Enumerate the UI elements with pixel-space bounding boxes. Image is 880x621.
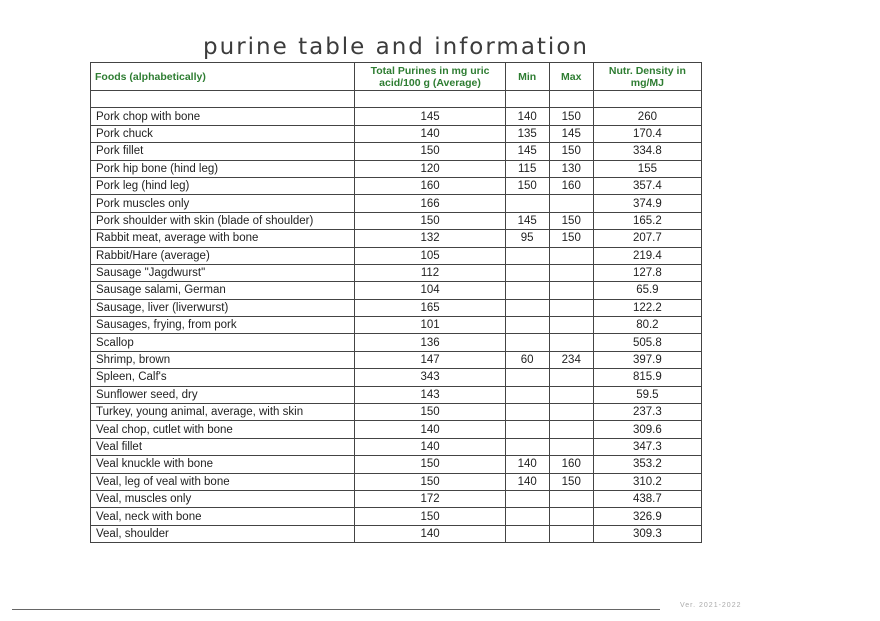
table-row: [91, 247, 702, 264]
cell-max: 145: [549, 125, 593, 142]
cell-food: Shrimp, brown: [91, 351, 355, 368]
cell-food: Veal, shoulder: [91, 525, 355, 542]
table-row: [91, 386, 702, 403]
cell-max: [549, 386, 593, 403]
table-row: [91, 490, 702, 507]
cell-total-purines: 166: [355, 195, 505, 212]
cell-total-purines: 172: [355, 490, 505, 507]
cell-max: [549, 299, 593, 316]
cell-min: [505, 282, 549, 299]
cell-min: 95: [505, 230, 549, 247]
cell-min: [505, 195, 549, 212]
table-row: [91, 264, 702, 281]
cell-min: [505, 299, 549, 316]
cell-max: [549, 490, 593, 507]
cell-nutr-density: 357.4: [593, 177, 701, 194]
cell-total-purines: 150: [355, 508, 505, 525]
table-row: [91, 317, 702, 334]
header-foods: Foods (alphabetically): [91, 63, 355, 91]
table-row: [91, 421, 702, 438]
header-nutr-density: Nutr. Density in mg/MJ: [593, 63, 701, 91]
cell-total-purines: 150: [355, 143, 505, 160]
cell-total-purines: 140: [355, 125, 505, 142]
cell-total-purines: 343: [355, 369, 505, 386]
cell-total-purines: 132: [355, 230, 505, 247]
cell-food: Spleen, Calf's: [91, 369, 355, 386]
cell-total-purines: 120: [355, 160, 505, 177]
cell-food: Turkey, young animal, average, with skin: [91, 404, 355, 421]
cell-min: 140: [505, 108, 549, 125]
empty-cell: [505, 91, 549, 108]
cell-max: [549, 438, 593, 455]
table-row: [91, 404, 702, 421]
cell-total-purines: 147: [355, 351, 505, 368]
cell-nutr-density: 59.5: [593, 386, 701, 403]
cell-min: [505, 421, 549, 438]
header-min: Min: [505, 63, 549, 91]
cell-max: [549, 247, 593, 264]
cell-nutr-density: 127.8: [593, 264, 701, 281]
cell-food: Pork leg (hind leg): [91, 177, 355, 194]
cell-nutr-density: 310.2: [593, 473, 701, 490]
cell-min: [505, 264, 549, 281]
table-row: [91, 108, 702, 125]
cell-max: [549, 508, 593, 525]
cell-max: 160: [549, 177, 593, 194]
cell-total-purines: 150: [355, 456, 505, 473]
cell-nutr-density: 309.3: [593, 525, 701, 542]
empty-cell: [549, 91, 593, 108]
cell-food: Sausages, frying, from pork: [91, 317, 355, 334]
page-title: purine table and information: [203, 34, 589, 60]
cell-min: [505, 334, 549, 351]
cell-total-purines: 150: [355, 404, 505, 421]
table-row: [91, 230, 702, 247]
cell-nutr-density: 219.4: [593, 247, 701, 264]
table-row: [91, 299, 702, 316]
cell-min: [505, 317, 549, 334]
cell-min: 150: [505, 177, 549, 194]
cell-nutr-density: 260: [593, 108, 701, 125]
table-empty-row: [91, 91, 702, 108]
table-row: [91, 177, 702, 194]
cell-max: 150: [549, 108, 593, 125]
empty-cell: [593, 91, 701, 108]
cell-max: 150: [549, 230, 593, 247]
empty-cell: [355, 91, 505, 108]
cell-total-purines: 143: [355, 386, 505, 403]
cell-nutr-density: 155: [593, 160, 701, 177]
cell-min: [505, 247, 549, 264]
cell-food: Sausage salami, German: [91, 282, 355, 299]
cell-min: [505, 438, 549, 455]
cell-nutr-density: 347.3: [593, 438, 701, 455]
table-header-row: [91, 63, 702, 91]
table-row: [91, 160, 702, 177]
table-row: [91, 369, 702, 386]
cell-nutr-density: 397.9: [593, 351, 701, 368]
cell-max: 160: [549, 456, 593, 473]
cell-food: Rabbit meat, average with bone: [91, 230, 355, 247]
cell-nutr-density: 438.7: [593, 490, 701, 507]
cell-total-purines: 140: [355, 438, 505, 455]
cell-max: [549, 195, 593, 212]
cell-max: [549, 369, 593, 386]
cell-total-purines: 150: [355, 473, 505, 490]
cell-min: [505, 386, 549, 403]
cell-food: Rabbit/Hare (average): [91, 247, 355, 264]
cell-total-purines: 165: [355, 299, 505, 316]
cell-nutr-density: 326.9: [593, 508, 701, 525]
cell-food: Sausage "Jagdwurst": [91, 264, 355, 281]
cell-max: [549, 404, 593, 421]
table-row: [91, 438, 702, 455]
table-row: [91, 525, 702, 542]
cell-nutr-density: 165.2: [593, 212, 701, 229]
cell-nutr-density: 374.9: [593, 195, 701, 212]
header-total-purines: Total Purines in mg uric acid/100 g (Average): [355, 63, 505, 91]
cell-min: [505, 490, 549, 507]
cell-min: [505, 369, 549, 386]
cell-food: Scallop: [91, 334, 355, 351]
cell-food: Pork fillet: [91, 143, 355, 160]
footer-divider: [12, 609, 660, 610]
cell-min: [505, 508, 549, 525]
cell-max: [549, 264, 593, 281]
cell-max: [549, 317, 593, 334]
cell-max: 234: [549, 351, 593, 368]
cell-food: Sausage, liver (liverwurst): [91, 299, 355, 316]
cell-min: 60: [505, 351, 549, 368]
table-row: [91, 125, 702, 142]
cell-nutr-density: 80.2: [593, 317, 701, 334]
cell-max: 150: [549, 473, 593, 490]
cell-food: Pork muscles only: [91, 195, 355, 212]
cell-food: Veal, leg of veal with bone: [91, 473, 355, 490]
cell-nutr-density: 65.9: [593, 282, 701, 299]
footer-version: Ver. 2021-2022: [680, 602, 742, 609]
cell-max: 130: [549, 160, 593, 177]
cell-nutr-density: 815.9: [593, 369, 701, 386]
cell-nutr-density: 334.8: [593, 143, 701, 160]
cell-food: Pork chop with bone: [91, 108, 355, 125]
cell-nutr-density: 353.2: [593, 456, 701, 473]
cell-max: 150: [549, 143, 593, 160]
cell-total-purines: 112: [355, 264, 505, 281]
cell-total-purines: 140: [355, 421, 505, 438]
cell-food: Veal, muscles only: [91, 490, 355, 507]
cell-nutr-density: 207.7: [593, 230, 701, 247]
cell-min: [505, 404, 549, 421]
table-body: [91, 91, 702, 543]
cell-nutr-density: 309.6: [593, 421, 701, 438]
cell-max: 150: [549, 212, 593, 229]
cell-food: Veal, neck with bone: [91, 508, 355, 525]
cell-min: 145: [505, 143, 549, 160]
cell-min: 140: [505, 473, 549, 490]
cell-min: 145: [505, 212, 549, 229]
cell-max: [549, 334, 593, 351]
table-row: [91, 351, 702, 368]
cell-food: Pork shoulder with skin (blade of shoulder): [91, 212, 355, 229]
cell-total-purines: 160: [355, 177, 505, 194]
purine-table: [90, 62, 702, 543]
cell-min: 115: [505, 160, 549, 177]
cell-max: [549, 421, 593, 438]
cell-nutr-density: 170.4: [593, 125, 701, 142]
cell-food: Sunflower seed, dry: [91, 386, 355, 403]
table-row: [91, 334, 702, 351]
table-row: [91, 282, 702, 299]
table-row: [91, 473, 702, 490]
empty-cell: [91, 91, 355, 108]
cell-total-purines: 145: [355, 108, 505, 125]
cell-max: [549, 525, 593, 542]
table-row: [91, 143, 702, 160]
cell-total-purines: 136: [355, 334, 505, 351]
table-row: [91, 195, 702, 212]
cell-food: Veal fillet: [91, 438, 355, 455]
cell-total-purines: 101: [355, 317, 505, 334]
header-max: Max: [549, 63, 593, 91]
cell-total-purines: 105: [355, 247, 505, 264]
table-row: [91, 212, 702, 229]
cell-food: Veal knuckle with bone: [91, 456, 355, 473]
cell-food: Pork chuck: [91, 125, 355, 142]
table-row: [91, 456, 702, 473]
table-row: [91, 508, 702, 525]
cell-nutr-density: 122.2: [593, 299, 701, 316]
cell-food: Pork hip bone (hind leg): [91, 160, 355, 177]
cell-total-purines: 140: [355, 525, 505, 542]
cell-total-purines: 150: [355, 212, 505, 229]
cell-nutr-density: 505.8: [593, 334, 701, 351]
cell-min: 135: [505, 125, 549, 142]
cell-min: 140: [505, 456, 549, 473]
cell-max: [549, 282, 593, 299]
cell-min: [505, 525, 549, 542]
cell-food: Veal chop, cutlet with bone: [91, 421, 355, 438]
cell-nutr-density: 237.3: [593, 404, 701, 421]
cell-total-purines: 104: [355, 282, 505, 299]
